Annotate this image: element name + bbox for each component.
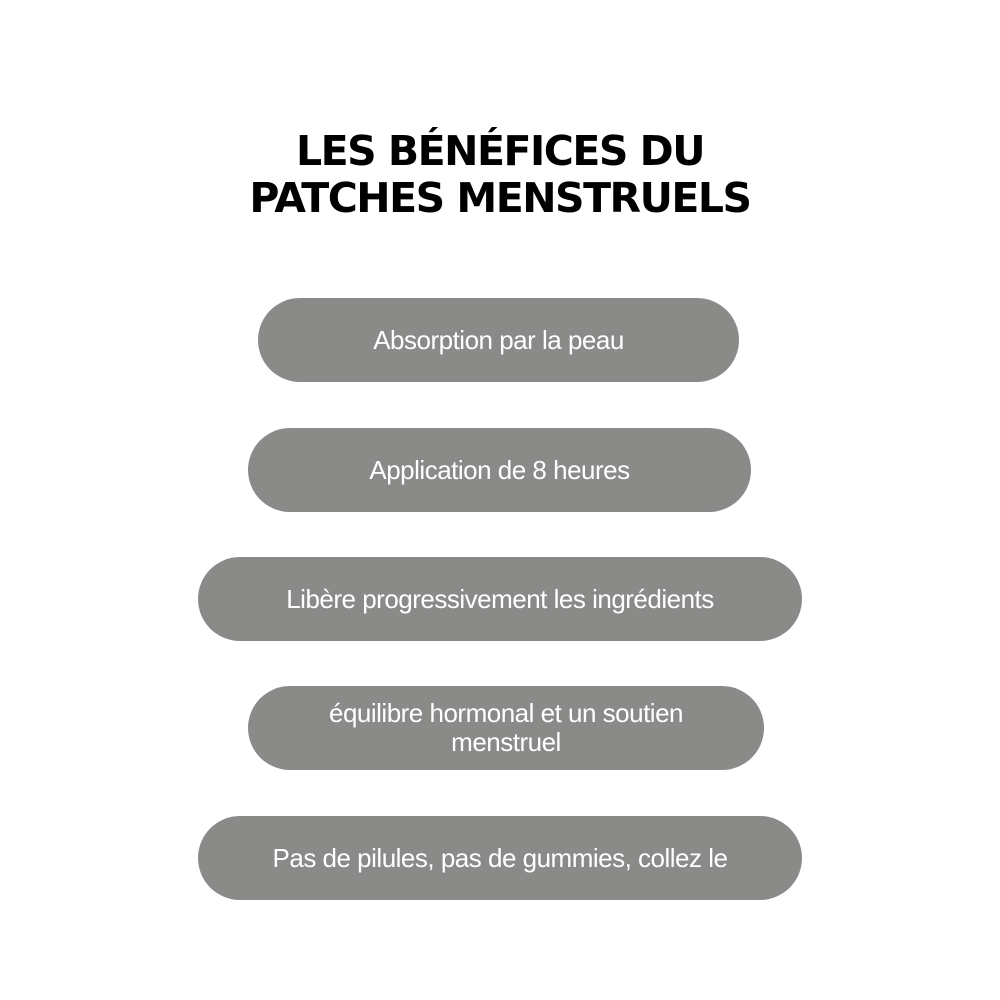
benefit-label: Pas de pilules, pas de gummies, collez le: [272, 842, 728, 873]
benefit-pill-progressive-release: [198, 557, 802, 641]
benefit-pill-application: [248, 428, 751, 512]
benefit-label: équilibre hormonal et un soutien menstruel: [328, 698, 684, 757]
title-line-1: LES BÉNÉFICES DU: [295, 127, 704, 175]
benefit-pill-no-pills: [198, 816, 802, 900]
page-title: [0, 128, 1000, 222]
benefit-pill-hormonal-balance: [248, 686, 764, 770]
benefit-pill-absorption: [258, 298, 739, 382]
benefit-label: Application de 8 heures: [369, 454, 630, 485]
benefit-label: Libère progressivement les ingrédients: [286, 583, 714, 614]
title-line-2: PATCHES MENSTRUELS: [249, 174, 751, 222]
benefit-label: Absorption par la peau: [373, 324, 624, 355]
